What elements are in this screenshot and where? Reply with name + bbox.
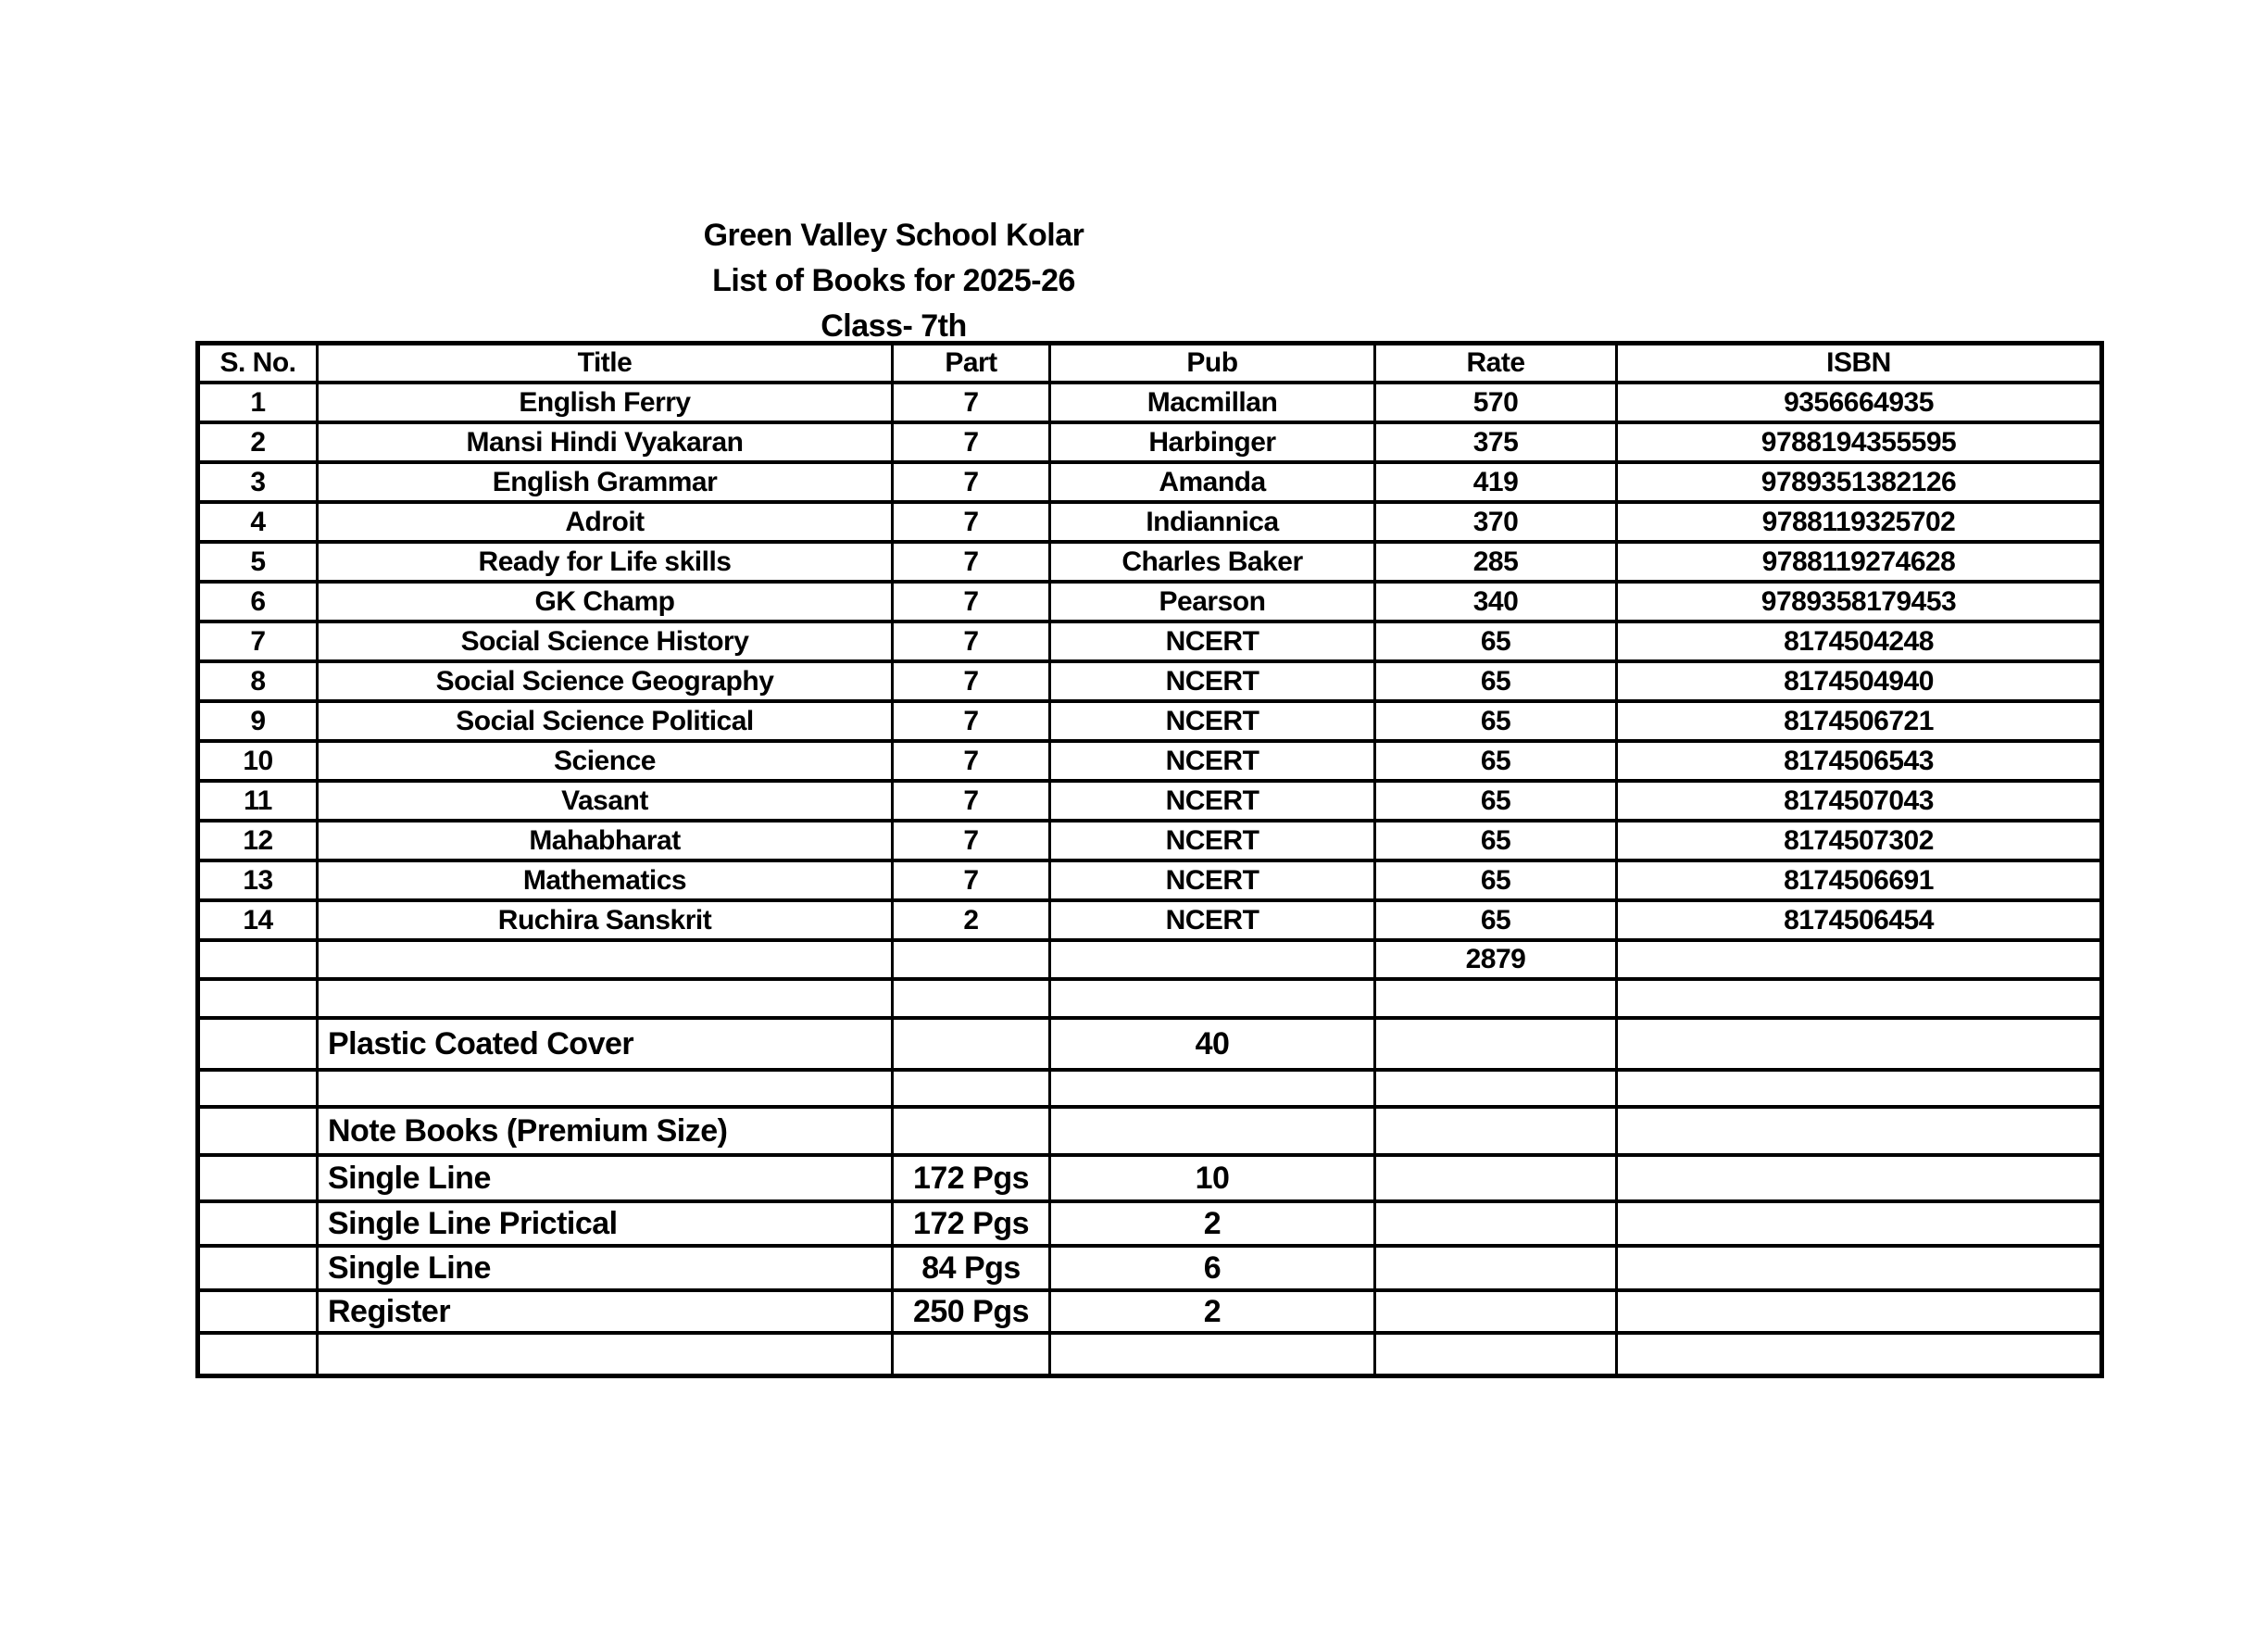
- cell-rate: 65: [1375, 661, 1617, 701]
- cell-isbn: 8174506691: [1617, 860, 2102, 900]
- cell-pub: Amanda: [1050, 462, 1375, 502]
- cell-title: GK Champ: [318, 582, 893, 622]
- cell-rate: 65: [1375, 701, 1617, 741]
- cell-part: [893, 1107, 1050, 1155]
- table-row: [198, 462, 2102, 502]
- cell-rate: [1375, 1333, 1617, 1376]
- cell-title: Single Line Prictical: [318, 1201, 893, 1246]
- cell-rate: 65: [1375, 781, 1617, 821]
- cell-isbn: [1617, 1018, 2102, 1070]
- book-list-table: [195, 341, 2104, 1378]
- cell-part: 7: [893, 860, 1050, 900]
- cell-sno: [198, 1290, 318, 1333]
- cell-part: 2: [893, 900, 1050, 940]
- table-row: [198, 821, 2102, 860]
- cell-isbn: 8174506454: [1617, 900, 2102, 940]
- cell-title: Note Books (Premium Size): [318, 1107, 893, 1155]
- cell-isbn: 9788119325702: [1617, 502, 2102, 542]
- cell-rate: [1375, 1155, 1617, 1201]
- total-row: [198, 940, 2102, 979]
- register-row: [198, 1290, 2102, 1333]
- cell-rate: 65: [1375, 900, 1617, 940]
- cell-rate: [1375, 1201, 1617, 1246]
- cell-isbn: 8174506721: [1617, 701, 2102, 741]
- cell-sno: 5: [198, 542, 318, 582]
- cell-part: [893, 979, 1050, 1018]
- cell-title: Mathematics: [318, 860, 893, 900]
- cell-isbn: 8174507043: [1617, 781, 2102, 821]
- cell-rate: 65: [1375, 821, 1617, 860]
- cell-rate: [1375, 1070, 1617, 1107]
- cell-isbn: 9789351382126: [1617, 462, 2102, 502]
- cell-pub: Pearson: [1050, 582, 1375, 622]
- cell-isbn: [1617, 1107, 2102, 1155]
- cell-title: [318, 979, 893, 1018]
- cell-sno: 13: [198, 860, 318, 900]
- cell-sno: [198, 1107, 318, 1155]
- cell-rate: 419: [1375, 462, 1617, 502]
- cell-sno: [198, 979, 318, 1018]
- cell-sno: [198, 940, 318, 979]
- cell-part: 7: [893, 622, 1050, 661]
- cell-title: Single Line: [318, 1246, 893, 1290]
- cell-part: 250 Pgs: [893, 1290, 1050, 1333]
- cell-pub: Indiannica: [1050, 502, 1375, 542]
- cell-pub: NCERT: [1050, 661, 1375, 701]
- cell-part: 7: [893, 701, 1050, 741]
- cell-rate: [1375, 1018, 1617, 1070]
- cell-part: 7: [893, 462, 1050, 502]
- class-label: Class- 7th: [821, 308, 967, 344]
- cell-pub: Charles Baker: [1050, 542, 1375, 582]
- empty-row: [198, 1333, 2102, 1376]
- cell-sno: [198, 1155, 318, 1201]
- cell-rate: 65: [1375, 622, 1617, 661]
- cell-title: Ruchira Sanskrit: [318, 900, 893, 940]
- cell-pub: [1050, 979, 1375, 1018]
- cell-part: 7: [893, 661, 1050, 701]
- cell-isbn: [1617, 1201, 2102, 1246]
- table-row: [198, 622, 2102, 661]
- cell-sno: [198, 1201, 318, 1246]
- cell-rate: 370: [1375, 502, 1617, 542]
- cell-part: 7: [893, 821, 1050, 860]
- cell-title: Vasant: [318, 781, 893, 821]
- cell-isbn: 9356664935: [1617, 383, 2102, 422]
- cell-sno: [198, 1070, 318, 1107]
- cell-isbn: 9788119274628: [1617, 542, 2102, 582]
- table-row: [198, 900, 2102, 940]
- cell-isbn: [1617, 1070, 2102, 1107]
- cell-sno: 2: [198, 422, 318, 462]
- cell-sno: 7: [198, 622, 318, 661]
- cell-isbn: 8174506543: [1617, 741, 2102, 781]
- cell-sno: [198, 1333, 318, 1376]
- table-row: [198, 860, 2102, 900]
- col-header-title: Title: [318, 344, 893, 383]
- cell-isbn: [1617, 1155, 2102, 1201]
- col-header-pub: Pub: [1050, 344, 1375, 383]
- cell-isbn: [1617, 979, 2102, 1018]
- cell-title: Social Science History: [318, 622, 893, 661]
- cell-sno: 3: [198, 462, 318, 502]
- cell-part: 7: [893, 781, 1050, 821]
- notebooks-section-row: [198, 1107, 2102, 1155]
- cell-sno: 6: [198, 582, 318, 622]
- table-row: [198, 661, 2102, 701]
- cell-part: 172 Pgs: [893, 1201, 1050, 1246]
- cell-pub: 2: [1050, 1201, 1375, 1246]
- cell-isbn: 8174504940: [1617, 661, 2102, 701]
- table-row: [198, 701, 2102, 741]
- cell-part: 7: [893, 422, 1050, 462]
- table-row: [198, 502, 2102, 542]
- table-row: [198, 422, 2102, 462]
- plastic-cover-row: [198, 1018, 2102, 1070]
- cell-title: [318, 1333, 893, 1376]
- table-row: [198, 741, 2102, 781]
- cell-title: Adroit: [318, 502, 893, 542]
- cell-sno: [198, 1018, 318, 1070]
- cell-title: Mahabharat: [318, 821, 893, 860]
- cell-rate: 65: [1375, 860, 1617, 900]
- cell-title: English Ferry: [318, 383, 893, 422]
- cell-pub: NCERT: [1050, 860, 1375, 900]
- document-title-block: [505, 213, 1283, 349]
- table-row: [198, 542, 2102, 582]
- cell-rate: 285: [1375, 542, 1617, 582]
- cell-pub: [1050, 940, 1375, 979]
- cell-pub: NCERT: [1050, 741, 1375, 781]
- col-header-sno: S. No.: [198, 344, 318, 383]
- empty-row: [198, 1070, 2102, 1107]
- cell-part: 84 Pgs: [893, 1246, 1050, 1290]
- cell-pub: [1050, 1333, 1375, 1376]
- cell-rate: 340: [1375, 582, 1617, 622]
- cell-part: 7: [893, 582, 1050, 622]
- empty-row: [198, 979, 2102, 1018]
- cell-part: 172 Pgs: [893, 1155, 1050, 1201]
- cell-rate: [1375, 1246, 1617, 1290]
- cell-sno: 8: [198, 661, 318, 701]
- cell-isbn: 9788194355595: [1617, 422, 2102, 462]
- cell-title: Plastic Coated Cover: [318, 1018, 893, 1070]
- list-subtitle: List of Books for 2025-26: [712, 263, 1075, 298]
- cell-sno: 11: [198, 781, 318, 821]
- cell-title: Social Science Geography: [318, 661, 893, 701]
- cell-isbn: 8174507302: [1617, 821, 2102, 860]
- cell-rate: 65: [1375, 741, 1617, 781]
- cell-pub: NCERT: [1050, 900, 1375, 940]
- cell-title: English Grammar: [318, 462, 893, 502]
- cell-isbn: 8174504248: [1617, 622, 2102, 661]
- cell-title: Social Science Political: [318, 701, 893, 741]
- cell-pub: [1050, 1107, 1375, 1155]
- cell-part: 7: [893, 542, 1050, 582]
- cell-pub: NCERT: [1050, 781, 1375, 821]
- notebook-row: [198, 1246, 2102, 1290]
- cell-title: Register: [318, 1290, 893, 1333]
- cell-pub: 10: [1050, 1155, 1375, 1201]
- cell-part: [893, 1018, 1050, 1070]
- cell-part: [893, 1333, 1050, 1376]
- cell-sno: 9: [198, 701, 318, 741]
- table-row: [198, 582, 2102, 622]
- cell-part: 7: [893, 502, 1050, 542]
- cell-part: [893, 940, 1050, 979]
- cell-sno: 4: [198, 502, 318, 542]
- cell-title: Mansi Hindi Vyakaran: [318, 422, 893, 462]
- cell-title: Science: [318, 741, 893, 781]
- cell-pub: 6: [1050, 1246, 1375, 1290]
- cell-rate: 375: [1375, 422, 1617, 462]
- cell-pub: [1050, 1070, 1375, 1107]
- cell-isbn: 9789358179453: [1617, 582, 2102, 622]
- cell-title: Ready for Life skills: [318, 542, 893, 582]
- cell-isbn: [1617, 1333, 2102, 1376]
- cell-sno: 1: [198, 383, 318, 422]
- col-header-rate: Rate: [1375, 344, 1617, 383]
- cell-pub: Macmillan: [1050, 383, 1375, 422]
- header-row: [198, 344, 2102, 383]
- cell-pub: Harbinger: [1050, 422, 1375, 462]
- cell-sno: 10: [198, 741, 318, 781]
- cell-pub: NCERT: [1050, 821, 1375, 860]
- cell-rate: 570: [1375, 383, 1617, 422]
- cell-title: [318, 1070, 893, 1107]
- cell-rate: [1375, 979, 1617, 1018]
- cell-isbn: [1617, 940, 2102, 979]
- cell-isbn: [1617, 1290, 2102, 1333]
- col-header-isbn: ISBN: [1617, 344, 2102, 383]
- school-name: Green Valley School Kolar: [703, 218, 1084, 253]
- cell-pub: 40: [1050, 1018, 1375, 1070]
- cell-pub: 2: [1050, 1290, 1375, 1333]
- table-row: [198, 383, 2102, 422]
- col-header-part: Part: [893, 344, 1050, 383]
- cell-part: [893, 1070, 1050, 1107]
- cell-rate: [1375, 1107, 1617, 1155]
- cell-sno: [198, 1246, 318, 1290]
- cell-isbn: [1617, 1246, 2102, 1290]
- cell-title: Single Line: [318, 1155, 893, 1201]
- cell-sno: 12: [198, 821, 318, 860]
- cell-part: 7: [893, 383, 1050, 422]
- notebook-row: [198, 1155, 2102, 1201]
- cell-rate-total: 2879: [1375, 940, 1617, 979]
- cell-sno: 14: [198, 900, 318, 940]
- cell-pub: NCERT: [1050, 701, 1375, 741]
- cell-part: 7: [893, 741, 1050, 781]
- table-row: [198, 781, 2102, 821]
- notebook-row: [198, 1201, 2102, 1246]
- cell-title: [318, 940, 893, 979]
- cell-rate: [1375, 1290, 1617, 1333]
- cell-pub: NCERT: [1050, 622, 1375, 661]
